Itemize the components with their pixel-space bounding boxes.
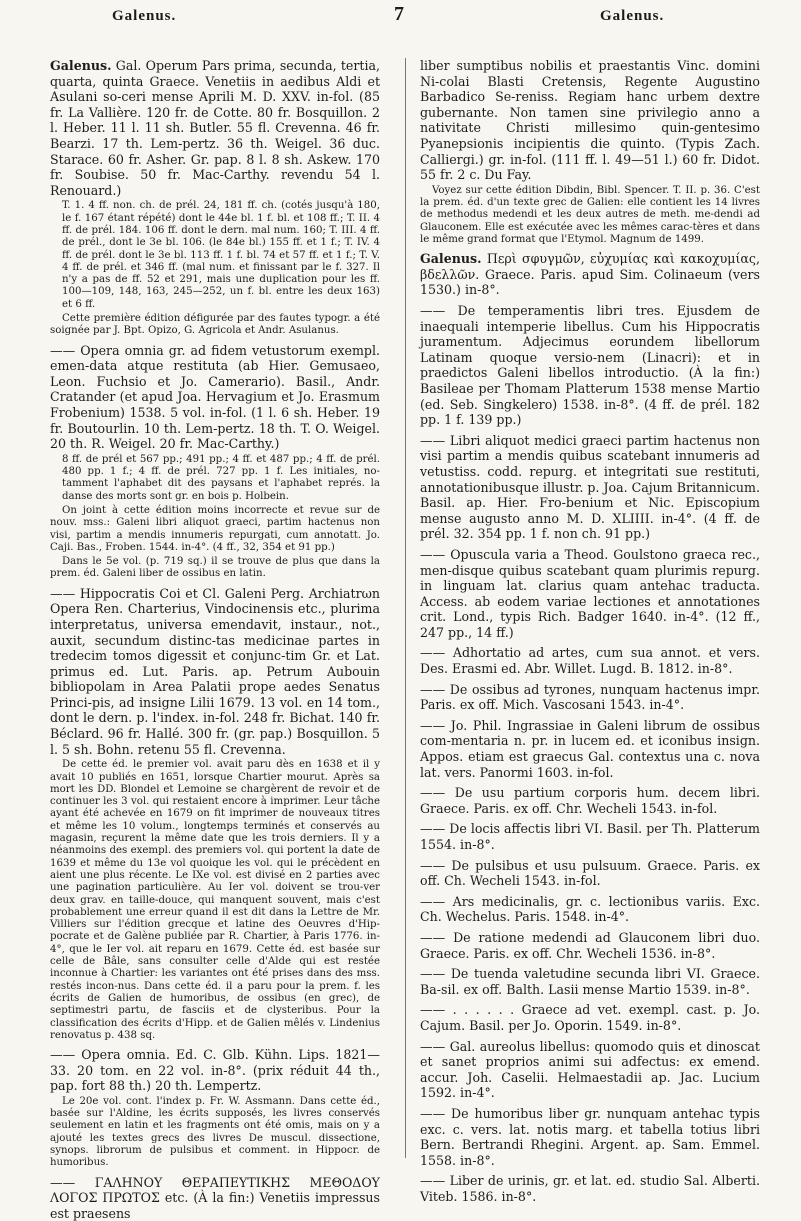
entry-text: T. 1. 4 ff. non. ch. de prél. 24, 181 ff. ch. (cotés jusqu'à 180, le f. 167 étant répété) dont le 44e bl. 1 f. bl. et 108 ff.; T. II. 4 ff. de prél. 184. 106 ff. dont le dern. mal num. 160; T. III. 4 ff. de prél., dont le 3e bl. 106. (le 84e bl.) 155 ff. et 1 f.; T. IV. 4 ff. de prél. dont le 3e bl. 113 ff. 1 f. bl. 74 et 57 ff. et 1 f.; T. V. 4 ff. de prél. et 346 ff. (mal num. et finissant par le f. 327. Il n'y a pas de ff. 52 et 291, mais une duplication pour les ff. 100—109, 148, 163, 245—252, un f. bl. entre les deux 163) et 6 ff. [62, 200, 380, 310]
bibliographic-note [50, 759, 380, 1042]
entry-text: —— Adhortatio ad artes, cum sua annot. et vers. Des. Erasmi ed. Abr. Willet. Lugd. B. 1812. in-8°. [420, 645, 760, 677]
bibliographic-entry [50, 586, 380, 758]
entry-text: —— De ratione medendi ad Glauconem libri duo. Graece. Paris. ex off. Chr. Wecheli 1536. in-8°. [420, 929, 760, 961]
bibliographic-entry [420, 58, 760, 183]
running-head-right: Galenus. [600, 8, 665, 24]
bibliographic-note [420, 185, 760, 246]
entry-lead: Galenus. [50, 58, 112, 73]
entry-text: —— De usu partium corporis hum. decem libri. Graece. Paris. ex off. Chr. Wecheli 1543. in-fol. [420, 785, 760, 816]
entry-text: —— Libri aliquot medici graeci partim hactenus non visi partim a mendis quibus scatebant innumeris ad vetustiss. codd. repurg. et integritati sue restituti, annotationibusque illustr. p. Joa. Cajum Britannicum. Basil. ap. Hier. Fro-benium et Nic. Episcopium mense augusto anno M. D. XLIIII. in-4°. (4 ff. de prél. 32. 354 pp. 1 f. non ch. 91 pp.) [420, 432, 760, 542]
bibliographic-entry [420, 1039, 760, 1101]
entry-text: Dans le 5e vol. (p. 719 sq.) il se trouve de plus que dans la prem. éd. Galeni liber de ossibus en latin. [50, 556, 380, 580]
entry-text: —— Jo. Phil. Ingrassiae in Galeni librum de ossibus com-mentaria n. pr. in lucem ed. et iconibus insign. Appos. etiam est graecus Gal. contextus una c. nova lat. vers. Panormi 1603. in-fol. [420, 717, 760, 780]
bibliographic-entry [420, 645, 760, 676]
bibliographic-entry [420, 930, 760, 961]
bibliographic-entry [420, 1002, 760, 1033]
entry-text: —— . . . . . . Graece ad vet. exempl. cast. p. Jo. Cajum. Basil. per Jo. Oporin. 1549. in-8°. [420, 1002, 760, 1033]
entry-text: —— Hippocratis Coi et Cl. Galeni Perg. Archiatrωn Opera Ren. Charterius, Vindocinensis etc., plurima interpretatus, universa emendavit, instaur., not., auxit, secundum distinc-tas medicinae partes in tredecim tomos digessit et conjunc-tim Gr. et Lat. primus ed. Lut. Paris. ap. Petrum Aubouin bibliopolam in Area Palatii prope aedes Senatus Princi-pis, ad insigne Lilii 1679. 13 vol. en 14 tom., dont le dern. p. l'index. in-fol. 248 fr. Bichat. 140 fr. Béclard. 96 fr. Hallé. 300 fr. (gr. pap.) Bosquillon. 5 l. 5 sh. Bohn. retenu 55 fl. Crevenna. [50, 585, 380, 757]
entry-text: liber sumptibus nobilis et praestantis Vinc. domini Ni-colai Blasti Cretensis, Regente Augustino Barbadico Se-reniss. Regiam hanc urbem dextre gubernante. Non tamen sine privilegio anno a nativitate Christi millesimo quin-gentesimo Pyanepsionis incipientis die quinto. (Typis Zach. Calliergi.) gr. in-fol. (111 ff. l. 49—51 l.) 60 fr. Didot. 55 fr. 2 c. Du Fay. [420, 58, 760, 183]
entry-text: —— De tuenda valetudine secunda libri VI. Graece. Ba-sil. ex off. Balth. Lasii mense Martio 1539. in-8°. [420, 966, 760, 997]
entry-text: —— ΓΑΛΗΝΟΥ ΘΕΡΑΠΕΥΤΙΚΗΣ ΜΕΘΟΔΟΥ ΛΟΓΟΣ ΠΡΩΤΟΣ etc. (À la fin:) Venetiis impressus est praesens [50, 1174, 380, 1221]
entry-text: —— De ossibus ad tyrones, nunquam hactenus impr. Paris. ex off. Mich. Vascosani 1543. in-4°. [420, 681, 760, 713]
bibliographic-note [50, 454, 380, 503]
entry-text: —— De locis affectis libri VI. Basil. per Th. Platterum 1554. in-8°. [420, 821, 760, 853]
bibliographic-entry [420, 251, 760, 298]
left-column [50, 58, 380, 1221]
bibliographic-entry [420, 821, 760, 852]
bibliographic-note [50, 505, 380, 554]
bibliographic-note [50, 1096, 380, 1170]
entry-text: —— Liber de urinis, gr. et lat. ed. studio Sal. Alberti. Viteb. 1586. in-8°. [420, 1173, 760, 1204]
entry-text: —— Gal. aureolus libellus: quomodo quis et dinoscat et sanet proprios animi sui adfectus: ex emend. accur. Joh. Caselii. Helmaestadii ap. Jac. Lucium 1592. in-4°. [420, 1038, 760, 1101]
entry-lead: Galenus. [420, 251, 482, 267]
bibliographic-note [50, 200, 380, 311]
entry-text: —— Opera omnia gr. ad fidem vetustorum exempl. emen-data atque restituta (ab Hier. Gemusaeo, Leon. Fuchsio et Jo. Camerario). Basil., Andr. Cratander (et apud Joa. Hervagium et Jo. Erasmum Frobenium) 1538. 5 vol. in-fol. (1 l. 6 sh. Heber. 19 fr. Boutourlin. 10 th. Lem-pertz. 18 th. T. O. Weigel. 20 th. R. Weigel. 20 fr. Mac-Carthy.) [50, 342, 380, 452]
running-head-left: Galenus. [112, 8, 177, 24]
entry-text: Voyez sur cette édition Dibdin, Bibl. Spencer. T. II. p. 36. C'est la prem. éd. d'un texte grec de Galien: elle contient les 14 livres de methodus medendi et les deux autres de meth. me-dendi ad Glauconem. Elle est exécutée avec les mêmes carac-tères et dans le même grand format que l'Etymol. Magnum de 1499. [420, 184, 760, 245]
column-divider [405, 58, 406, 1158]
bibliographic-entry [420, 1106, 760, 1168]
entry-text: Le 20e vol. cont. l'index p. Fr. W. Assmann. Dans cette éd., basée sur l'Aldine, les écrits supposés, les livres conservés seulement en latin et les fragments ont été omis, mais on y a ajouté les textes grecs des livres De muscul. dissectione, synops. librorum de pulsibus et comment. in Hippocr. de humoribus. [50, 1095, 380, 1169]
entry-text: De cette éd. le premier vol. avait paru dès en 1638 et il y avait 10 publiés en 1651, lorsque Chartier mourut. Après sa mort les DD. Blondel et Lemoine se chargèrent de revoir et de continuer les 3 vol. qui restaient encore à imprimer. Leur tâche ayant été achevée en 1679 on fit imprimer de nouveaux titres et même les 10 volum., longtemps terminés et conservés au magasin, reçurent la même date que les trois derniers. Il y a néanmoins des exempl. des premiers vol. qui portent la date de 1639 et même du 13e vol quoique les vol. qui le précèdent en aient une plus récente. Le IXe vol. est divisé en 2 parties avec une pagination particulière. Au Ier vol. doivent se trou-ver deux grav. en taille-douce, qui manquent souvent, mais c'est probablement une erreur quand il est dit dans la Lettre de Mr. Villiers sur l'édition grecque et latine des Oeuvres d'Hip-pocrate et de Galène publiée par R. Chartier, à Paris 1776. in-4°, que le Ier vol. ait reparu en 1679. Cette éd. est basée sur celle de Bâle, sans consulter celle d'Alde qui est restée inconnue à Chartier: les variantes ont été prises dans des mss. restés incon-nus. Dans cette éd. il a paru pour la prem. f. les écrits de Galien de humoribus, de ossibus (en grec), de septimestri partu, de fasciis et de clysteribus. Pour la classification des écrits d'Hipp. et de Galien mêlés v. Lindenius renovatus p. 438 sq. [50, 759, 380, 1041]
bibliographic-entry [420, 547, 760, 641]
page-header [0, 0, 801, 40]
bibliographic-entry [420, 1173, 760, 1204]
entry-text: —— De humoribus liber gr. nunquam antehac typis exc. c. vers. lat. notis marg. et tabella totius libri Bern. Bertrandi Rhegini. Argent. ap. Sam. Emmel. 1558. in-8°. [420, 1105, 760, 1168]
bibliographic-entry [420, 858, 760, 889]
entry-text: On joint à cette édition moins incorrecte et revue sur de nouv. mss.: Galeni libri aliquot graeci, partim hactenus non visi, partim a mendis innumeris repurgati, cum annotatt. Jo. Caji. Bas., Froben. 1544. in-4°. (4 ff., 32, 354 et 91 pp.) [50, 504, 380, 553]
entry-text: —— Opuscula varia a Theod. Goulstono graeca rec., men-disque quibus scatebant quam plurimis repurg. in linguam lat. clarius quam antehac traducta. Access. ab eodem variae lectiones et annotationes crit. Lond., typis Rich. Badger 1640. in-4°. (12 ff., 247 pp., 14 ff.) [420, 546, 760, 640]
bibliographic-entry [420, 303, 760, 428]
bibliographic-entry [50, 1175, 380, 1221]
entry-text: Cette première édition défigurée par des fautes typogr. a été soignée par J. Bpt. Opizo, G. Agricola et Andr. Asulanus. [50, 313, 380, 337]
bibliographic-entry [420, 718, 760, 780]
bibliographic-entry [420, 433, 760, 542]
page-number: 7 [394, 3, 404, 25]
bibliographic-entry [420, 966, 760, 997]
bibliographic-entry [420, 894, 760, 925]
entry-text: —— Ars medicinalis, gr. c. lectionibus variis. Exc. Ch. Wechelus. Paris. 1548. in-4°. [420, 893, 760, 925]
bibliographic-entry [50, 58, 380, 198]
bibliographic-note [50, 313, 380, 338]
bibliographic-entry [50, 1047, 380, 1094]
entry-text: —— De temperamentis libri tres. Ejusdem de inaequali intemperie libellus. Cum his Hippocratis juramentum. Adjecimus eorundem libellorum Latinam quoque versio-nem (Linacri): et in praedictos Galeni libellos introductio. (À la fin:) Basileae per Thomam Platterum 1538 mense Martio (ed. Seb. Singkelero) 1538. in-8°. (4 ff. de prél. 182 pp. 1 f. 139 pp.) [420, 303, 760, 428]
bibliographic-entry [50, 343, 380, 452]
entry-text: Gal. Operum Pars prima, secunda, tertia, quarta, quinta Graece. Venetiis in aedibus Aldi et Asulani so-ceri mense Aprili M. D. XXV. in-fol. (85 fr. La Vallière. 120 fr. de Cotte. 80 fr. Bosquillon. 2 l. Heber. 11 l. 11 sh. Butler. 55 fl. Crevenna. 46 fr. Bearzi. 17 th. Lem-pertz. 36 th. Weigel. 36 duc. Starace. 60 fr. Asher. Gr. pap. 8 l. 8 sh. Askew. 170 fr. Soubise. 50 fr. Mac-Carthy. revendu 54 l. Renouard.) [50, 58, 380, 198]
entry-text: 8 ff. de prél et 567 pp.; 491 pp.; 4 ff. et 487 pp.; 4 ff. de prél. 480 pp. 1 f.; 4 ff. de prél. 727 pp. 1 f. Les initiales, no-tamment l'aphabet dit des paysans et l'aphabet représ. la danse des morts sont gr. en bois p. Holbein. [62, 453, 380, 502]
entry-text: —— De pulsibus et usu pulsuum. Graece. Paris. ex off. Ch. Wecheli 1543. in-fol. [420, 857, 760, 889]
entry-text: —— Opera omnia. Ed. C. Glb. Kühn. Lips. 1821—33. 20 tom. en 22 vol. in-8°. (prix réduit 44 th., pap. fort 88 th.) 20 th. Lempertz. [50, 1047, 380, 1094]
right-column [420, 58, 760, 1204]
bibliographic-note [50, 556, 380, 581]
entry-text: Περὶ σφυγμῶν, εὐχυμίας καὶ κακοχυμίας, βδελλῶν. Graece. Paris. apud Sim. Colinaeum (vers 1530.) in-8°. [420, 251, 760, 298]
bibliographic-entry [420, 682, 760, 713]
bibliographic-entry [420, 785, 760, 816]
